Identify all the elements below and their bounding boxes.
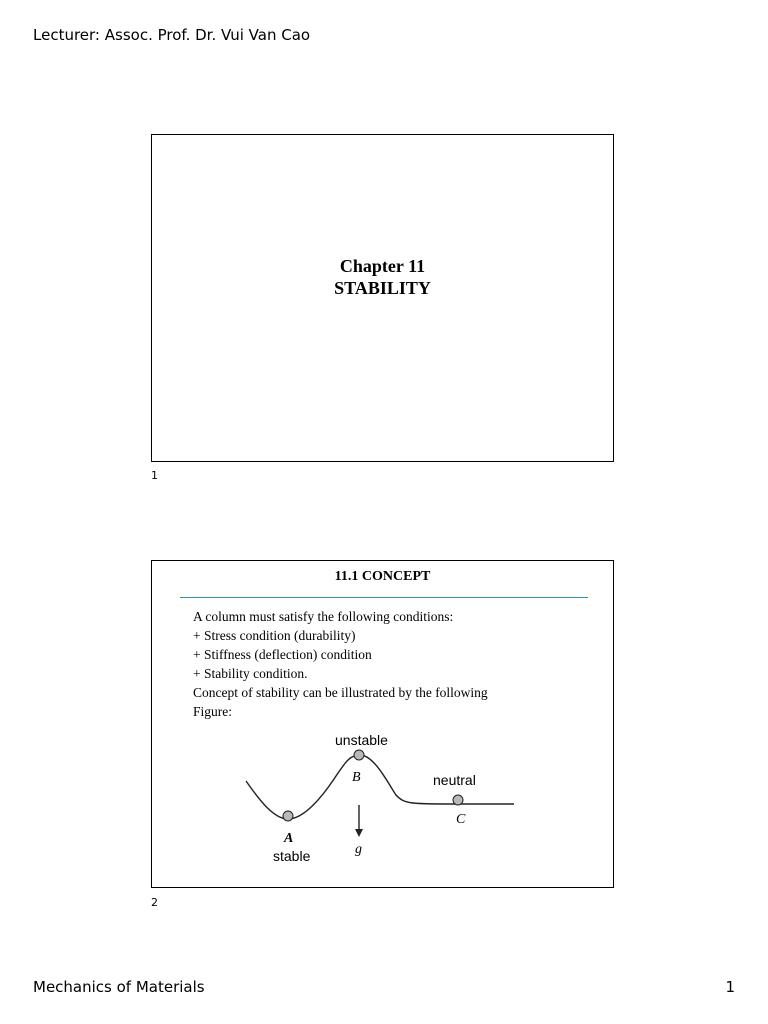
lecturer-header: Lecturer: Assoc. Prof. Dr. Vui Van Cao [33, 26, 311, 44]
label-c: C [456, 812, 466, 827]
section-title: 11.1 CONCEPT [334, 569, 431, 584]
chapter-heading [152, 255, 613, 299]
slide-number-2: 2 [151, 896, 158, 909]
stability-figure [152, 561, 613, 887]
slide-number-1: 1 [151, 469, 158, 482]
slide-1 [151, 134, 614, 462]
body-line: Figure: [193, 704, 232, 719]
label-neutral: neutral [433, 772, 476, 788]
body-line: + Stability condition. [193, 666, 308, 681]
ball-a [283, 811, 293, 821]
ball-b [354, 750, 364, 760]
label-b: B [352, 770, 361, 785]
course-footer: Mechanics of Materials [33, 978, 205, 996]
body-line: + Stiffness (deflection) condition [193, 647, 372, 662]
slide-2 [151, 560, 614, 888]
chapter-number: Chapter 11 [339, 256, 426, 276]
label-unstable: unstable [335, 732, 388, 748]
chapter-title: STABILITY [334, 278, 431, 298]
label-a: A [284, 831, 294, 846]
label-g: g [355, 842, 362, 857]
ball-c [453, 795, 463, 805]
gravity-arrow-head [355, 829, 363, 837]
page-number: 1 [725, 978, 735, 996]
label-stable: stable [273, 848, 311, 864]
body-line: + Stress condition (durability) [193, 628, 356, 643]
body-line: Concept of stability can be illustrated by the following [193, 685, 488, 700]
body-line: A column must satisfy the following conditions: [193, 609, 454, 624]
